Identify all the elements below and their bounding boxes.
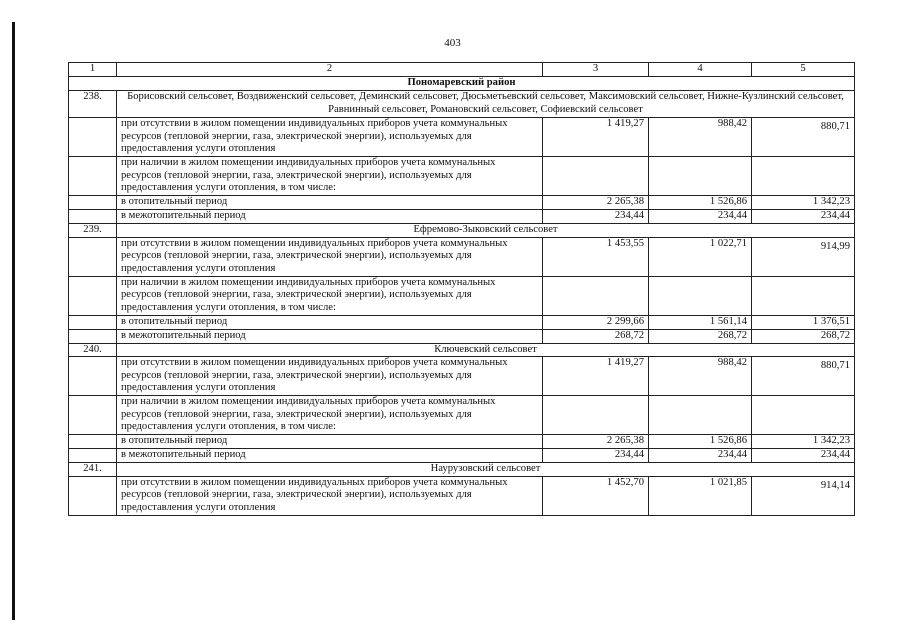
column-header-4: 4: [649, 63, 752, 77]
empty-cell: [69, 315, 117, 329]
table-row: [69, 329, 855, 343]
value-col4: 1 021,85: [649, 476, 752, 515]
value-col3: 2 265,38: [543, 435, 649, 449]
table-row: [69, 210, 855, 224]
empty-cell: [69, 237, 117, 276]
value-col5: 268,72: [752, 329, 855, 343]
value-col3: 1 419,27: [543, 118, 649, 157]
value-col5: 914,14: [752, 476, 855, 515]
table-row: [69, 435, 855, 449]
section-name: Ефремово-Зыковский сельсовет: [117, 224, 855, 238]
page-number: 403: [444, 37, 461, 49]
section-name: Борисовский сельсовет, Воздвиженский сельсовет, Деминский сельсовет, Дюсьметьевский сельсовет, Максимовский сельсовет, Нижне-Кузлинский сельсовет, Равнинный сельсовет, Романовский сельсовет, Софиевский сельсовет: [117, 91, 855, 118]
value-col5: 1 376,51: [752, 315, 855, 329]
table-row: [69, 237, 855, 276]
row-description: при наличии в жилом помещении индивидуальных приборов учета коммунальных ресурсов (тепловой энергии, газа, электрической энергии), используемых для предоставления услуги отопления, в том числе:: [117, 276, 543, 315]
value-col5: 1 342,23: [752, 196, 855, 210]
tariff-table: [68, 62, 855, 516]
value-col5: 880,71: [752, 357, 855, 396]
value-col4: 1 561,14: [649, 315, 752, 329]
column-header-1: 1: [69, 63, 117, 77]
empty-cell: [543, 276, 649, 315]
value-col5: 880,71: [752, 118, 855, 157]
section-number: 240.: [69, 343, 117, 357]
column-header-3: 3: [543, 63, 649, 77]
value-col3: 1 453,55: [543, 237, 649, 276]
value-col3: 268,72: [543, 329, 649, 343]
value-col5: 234,44: [752, 210, 855, 224]
table-row: [69, 396, 855, 435]
table-row: [69, 276, 855, 315]
region-row: [69, 77, 855, 91]
empty-cell: [69, 210, 117, 224]
value-col4: 1 526,86: [649, 196, 752, 210]
row-description: при наличии в жилом помещении индивидуальных приборов учета коммунальных ресурсов (тепловой энергии, газа, электрической энергии), используемых для предоставления услуги отопления, в том числе:: [117, 396, 543, 435]
table-row: [69, 196, 855, 210]
column-header-row: [69, 63, 855, 77]
value-col4: 1 022,71: [649, 237, 752, 276]
table-row: [69, 118, 855, 157]
empty-cell: [752, 276, 855, 315]
value-col4: 234,44: [649, 449, 752, 463]
empty-cell: [69, 196, 117, 210]
row-description: в межотопительный период: [117, 210, 543, 224]
row-description: в отопительный период: [117, 435, 543, 449]
empty-cell: [543, 396, 649, 435]
section-header-row: [69, 463, 855, 477]
section-name: Ключевский сельсовет: [117, 343, 855, 357]
row-description: в межотопительный период: [117, 449, 543, 463]
column-header-5: 5: [752, 63, 855, 77]
empty-cell: [69, 449, 117, 463]
section-header-row: [69, 224, 855, 238]
empty-cell: [752, 396, 855, 435]
table-row: [69, 476, 855, 515]
empty-cell: [69, 329, 117, 343]
table-row: [69, 357, 855, 396]
section-header-row: [69, 343, 855, 357]
empty-cell: [69, 276, 117, 315]
empty-cell: [69, 476, 117, 515]
column-header-2: 2: [117, 63, 543, 77]
empty-cell: [69, 435, 117, 449]
empty-cell: [752, 157, 855, 196]
value-col3: 234,44: [543, 210, 649, 224]
value-col4: 988,42: [649, 357, 752, 396]
table-row: [69, 449, 855, 463]
row-description: в отопительный период: [117, 315, 543, 329]
value-col4: 268,72: [649, 329, 752, 343]
row-description: при отсутствии в жилом помещении индивидуальных приборов учета коммунальных ресурсов (тепловой энергии, газа, электрической энергии), используемых для предоставления услуги отопления: [117, 476, 543, 515]
section-number: 241.: [69, 463, 117, 477]
value-col4: 1 526,86: [649, 435, 752, 449]
section-header-row: [69, 91, 855, 118]
value-col5: 234,44: [752, 449, 855, 463]
section-number: 238.: [69, 91, 117, 118]
value-col3: 234,44: [543, 449, 649, 463]
row-description: в межотопительный период: [117, 329, 543, 343]
row-description: при отсутствии в жилом помещении индивидуальных приборов учета коммунальных ресурсов (тепловой энергии, газа, электрической энергии), используемых для предоставления услуги отопления: [117, 118, 543, 157]
row-description: при отсутствии в жилом помещении индивидуальных приборов учета коммунальных ресурсов (тепловой энергии, газа, электрической энергии), используемых для предоставления услуги отопления: [117, 357, 543, 396]
empty-cell: [649, 396, 752, 435]
section-number: 239.: [69, 224, 117, 238]
row-description: в отопительный период: [117, 196, 543, 210]
section-name: Наурузовский сельсовет: [117, 463, 855, 477]
empty-cell: [69, 157, 117, 196]
value-col5: 914,99: [752, 237, 855, 276]
value-col5: 1 342,23: [752, 435, 855, 449]
row-description: при отсутствии в жилом помещении индивидуальных приборов учета коммунальных ресурсов (тепловой энергии, газа, электрической энергии), используемых для предоставления услуги отопления: [117, 237, 543, 276]
value-col3: 1 419,27: [543, 357, 649, 396]
empty-cell: [69, 396, 117, 435]
scan-edge-bar: [12, 22, 15, 620]
table-row: [69, 157, 855, 196]
empty-cell: [649, 157, 752, 196]
empty-cell: [69, 357, 117, 396]
value-col3: 1 452,70: [543, 476, 649, 515]
empty-cell: [543, 157, 649, 196]
table-row: [69, 315, 855, 329]
empty-cell: [649, 276, 752, 315]
region-title: Пономаревский район: [69, 77, 855, 91]
value-col4: 234,44: [649, 210, 752, 224]
value-col3: 2 265,38: [543, 196, 649, 210]
row-description: при наличии в жилом помещении индивидуальных приборов учета коммунальных ресурсов (тепловой энергии, газа, электрической энергии), используемых для предоставления услуги отопления, в том числе:: [117, 157, 543, 196]
value-col4: 988,42: [649, 118, 752, 157]
empty-cell: [69, 118, 117, 157]
value-col3: 2 299,66: [543, 315, 649, 329]
